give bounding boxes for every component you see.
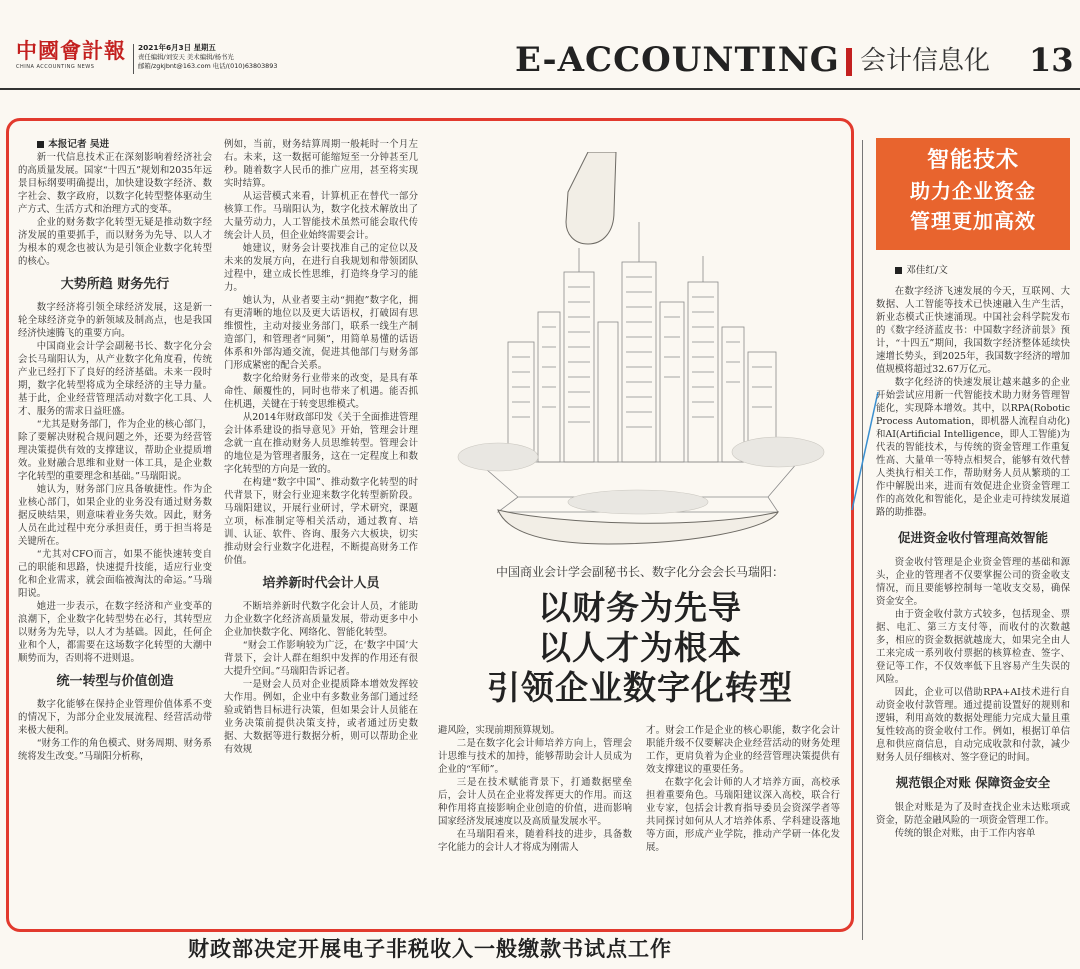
- paragraph: 不断培养新时代数字化会计人员，才能助力企业数字化经济高质量发展，带动更多中小企业加快数字化、网络化、智能化转型。: [224, 601, 418, 638]
- paragraph: 在数字化会计师的人才培养方面，高校承担着重要角色。马瑞阳建议深入高校，联合行业专家，包括会计教育指导委员会资深学者等共同探讨如何从人才培养体系、学科建设落地等方面，形成产业学院，推动产学研一体化发展。: [646, 777, 840, 853]
- paragraph: 数字经济将引领全球经济发展，这是新一轮全球经济竞争的新领域及制高点，也是我国经济快速腾飞的重要方向。: [18, 302, 212, 339]
- paragraph: 传统的银企对账，由于工作内容单: [894, 828, 1036, 839]
- section-divider-bar: [846, 48, 852, 76]
- article-column-4: [646, 724, 840, 924]
- paragraph: 三是在技术赋能背景下，打通数据壁垒后，会计人员在企业将发挥更大的作用。而这种作用将直接影响企业创造的价值，进而影响国家经济发展速度以及高质量发展水平。: [438, 777, 632, 827]
- paragraph: 在数字经济飞速发展的今天，互联网、大数据、人工智能等技术已快速融入生产生活，新业态模式正快速涌现。中国社会科学院发布的《数字经济蓝皮书：中国数字经济前景》预计，“十四五”期间，我国数字经济整体延续快速增长势头，到2025年，我国数字经济的增加值规模将超过32.67万亿元。: [876, 286, 1070, 375]
- paragraph: 她建议，财务会计要找准自己的定位以及未来的发展方向，在进行自我规划和带领团队过程中，建立成长性思维，打造终身学习的能力。: [224, 243, 418, 293]
- paragraph: 她进一步表示，在数字经济和产业变革的浪潮下，企业数字化转型势在必行，其转型应以财务为先导，以人才为基础。因此，任何企业和个人，都需要在这场数字化转型的大潮中顺势而为，否则将不进则退。: [18, 601, 212, 664]
- sidebar-divider: [862, 140, 863, 940]
- logo-chinese: 中國會計報: [16, 38, 126, 63]
- paragraph: 在马瑞阳看来，随着科技的进步，具备数字化能力的会计人才将成为刚需人: [438, 829, 632, 853]
- paragraph: 中国商业会计学会副秘书长、数字化分会会长马瑞阳认为，从产业数字化角度看，传统产业已经打下了良好的经济基础。未来一段时期，数字化转型将成为全球经济的主导力量。基于此，企业经营管理活动对数字化工具、人才、服务的需求日益旺盛。: [18, 341, 212, 417]
- paragraph: 她认为，从业者要主动“拥抱”数字化，拥有更清晰的地位以及更大话语权，打破固有思维惯性，主动对接业务部门，联系一线生产制造部门，和管理者“同频”，用简单易懂的话语体系和外部沟通交流，促进其他部门与财务部门形成紧密的配合关系。: [224, 295, 418, 371]
- sidebar-title-box: [876, 138, 1070, 250]
- next-article-headline: 财政部决定开展电子非税收入一般缴款书试点工作: [188, 936, 672, 961]
- sidebar-title-line-2: 助力企业资金: [910, 179, 1036, 203]
- contact-line: 邮箱/zgkjbnt@163.com 电话/(010)63803893: [138, 62, 278, 70]
- editors-line: 责任编辑/刘安天 美术编辑/杨书光: [138, 52, 234, 61]
- masthead-rule: [0, 88, 1080, 90]
- article-kicker: 中国商业会计学会副秘书长、数字化分会会长马瑞阳：: [495, 565, 784, 579]
- sidebar-article: [876, 264, 1070, 969]
- paragraph: 数字化给财务行业带来的改变，是具有革命性、颠覆性的，同时也带来了机遇。能否抓住机遇，关键在于转变思维模式。: [224, 373, 418, 410]
- article-column-3: [438, 724, 632, 924]
- logo-english: CHINA ACCOUNTING NEWS: [16, 64, 95, 70]
- sidebar-byline: 邓佳红/文: [876, 264, 1070, 277]
- subheading: 促进资金收付管理高效智能: [897, 530, 1048, 545]
- headline-line-3: 引领企业数字化转型: [487, 668, 793, 707]
- paragraph: 从运营模式来看，计算机正在替代一部分核算工作。马瑞阳认为，数字化技术解放出了大量劳动力，人工智能技术虽然可能会取代传统会计人员，但企业始终需要会计。: [224, 191, 418, 241]
- paragraph: 她认为，财务部门应具备敏捷性。作为企业核心部门，如果企业的业务没有通过财务数据反映结果，则意味着业务失效。因此，财务人员在此过程中充分承担责任，勇于担当将是关键所在。: [18, 484, 212, 547]
- paragraph: “财会工作影响较为广泛，在‘数字中国’大背景下，会计人群在组织中发挥的作用还有很大提升空间。”马瑞阳告诉记者。: [224, 640, 418, 677]
- publication-info: [138, 43, 318, 72]
- newspaper-logo: [16, 40, 128, 70]
- paragraph: 新一代信息技术正在深刻影响着经济社会的高质量发展。国家“十四五”规划和2035年远景目标纲要明确提出，加快建设数字经济、数字社会、数字政府，以数字化转型整体驱动生产方式、生活方式和治理方式的变革。: [18, 152, 212, 215]
- city-in-hand-illustration: [438, 152, 840, 548]
- paragraph: 二是在数字化会计师培养方向上，管理会计思维与技术的加持，能够帮助会计人员成为企业的“军师”。: [438, 738, 632, 775]
- masthead: [0, 0, 1080, 108]
- article-column-2: [224, 138, 418, 928]
- subheading: 统一转型与价值创造: [56, 674, 174, 689]
- paragraph: 数字化能够在保持企业管理价值体系不变的情况下，为部分企业发展流程、经营活动带来极大便利。: [18, 699, 212, 736]
- paragraph: “尤其对CFO而言，如果不能快速转变自己的职能和思路，快速提升技能，适应行业变化和企业需求，就会面临被淘汰的命运。”马瑞阳说。: [18, 549, 212, 599]
- sidebar-title-line-1: 智能技术: [926, 148, 1019, 173]
- sidebar-title-line-3: 管理更加高效: [910, 209, 1036, 233]
- subheading: 规范银企对账 保障资金安全: [895, 775, 1051, 790]
- headline-line-2: 以人才为根本: [538, 628, 742, 667]
- paragraph: 从2014年财政部印发《关于全面推进管理会计体系建设的指导意见》开始，管理会计理念就一直在推动财务人员思维转型。管理会计的地位是为管理者服务，这在一定程度上和数字化转型的方向是一致的。: [224, 412, 418, 475]
- paragraph: 资金收付管理是企业资金管理的基础和源头，企业的管理者不仅要掌握公司的资金收支情况，而且要能够控制每一笔收支交易，确保资金安全。: [876, 557, 1070, 607]
- paragraph: 由于资金收付款方式较多，包括现金、票据、电汇、第三方支付等，而收付的次数越多，相应的资金数据就越庞大，如果完全由人工来完成一系列收付票据的核算检查、签字、登记等工作，不仅效率低下且容易产生失误的风险。: [876, 609, 1070, 685]
- paragraph: “财务工作的角色模式、财务周期、财务系统将发生改变。”马瑞阳分析称，: [18, 738, 212, 762]
- article-column-1: [18, 138, 212, 928]
- paragraph: 企业的财务数字化转型无疑是推动数字经济发展的重要抓手，而以财务为先导、以人才为根本的观念也被认为是引领企业数字化转型的核心。: [18, 217, 212, 267]
- section-title-english: E-ACCOUNTING: [515, 40, 840, 80]
- issue-date: 2021年6月3日 星期五: [138, 43, 216, 52]
- page-number: 13: [1029, 41, 1074, 79]
- paragraph: 一是财会人员对企业提质降本增效发挥较大作用。例如，企业中有多数业务部门通过经验或销售目标进行决策，但如果会计人员能在业务决策前提供决策支持，或者通过历史数据、大数据等进行数据分析，则可以帮助企业有效规: [224, 679, 418, 755]
- article-headline: [440, 588, 840, 708]
- paragraph: 在构建“数字中国”、推动数字化转型的时代背景下，财会行业迎来数字化转型新阶段。马瑞阳建议，开展行业研讨，学术研究，课题立项，标准制定等相关活动，通过教育、培训、认证、软件、咨询、服务六大板块，切实推动财会行业数字化进程，不断提高财务工作价值。: [224, 477, 418, 566]
- subheading: 培养新时代会计人员: [262, 576, 380, 591]
- masthead-divider: [133, 44, 134, 74]
- square-bullet-icon: [895, 267, 902, 274]
- paragraph: 避风险，实现前期预算规划。: [438, 725, 560, 736]
- paragraph: 才。财会工作是企业的核心职能，数字化会计职能升级不仅要解决企业经营活动的财务处理工作，更肩负着为企业的经营管理决策提供有效支撑建议的重要任务。: [646, 725, 840, 775]
- paragraph: 银企对账是为了及时查找企业未达账项或资金，防范金融风险的一项资金管理工作。: [876, 802, 1070, 826]
- square-bullet-icon: [37, 141, 44, 148]
- paragraph: 因此，企业可以借助RPA+AI技术进行自动资金收付款管理。通过提前设置好的规则和逻辑，利用高效的数据处理能力完成大量且重复性较高的资金收付工作。例如，根据订单信息和供应商信息，自动完成收款和付款，减少财务人员仔细核对、签字登记的时间。: [876, 687, 1070, 763]
- paragraph: “尤其是财务部门，作为企业的核心部门，除了要解决财税合规问题之外，还要为经营管理决策提供有效的支撑建议，帮助企业提质增效。业财融合思维和业财一体工具，是企业数字化转型的重要理念和基础。”马瑞阳说。: [18, 419, 212, 482]
- paragraph: 例如，当前，财务结算周期一般耗时一个月左右。未来，这一数据可能缩短至一分钟甚至几秒。随着数字人民币的推广应用，甚至将实现实时结算。: [224, 139, 418, 189]
- article-byline: 本报记者 吴进: [18, 138, 212, 151]
- section-title-chinese: 会计信息化: [860, 46, 991, 76]
- paragraph: 数字化经济的快速发展让越来越多的企业开始尝试应用新一代智能技术助力财务管理智能化，实现降本增效。其中，以RPA(Robotic Process Automation，即机器人流程自动化)和AI(Artificial Intelligence，即人工智能)为代表的智能技术，与传统的资金管理工作重复性高、大量单一等特点相契合，能够有效代替人类执行相关工作，帮助财务人员从繁琐的工作中解脱出来，进而有效促进企业资金管理工作的高效化和智能化，是企业走可持续发展道路的助推器。: [876, 377, 1070, 518]
- subheading: 大势所趋 财务先行: [60, 277, 170, 292]
- headline-line-1: 以财务为先导: [538, 588, 742, 627]
